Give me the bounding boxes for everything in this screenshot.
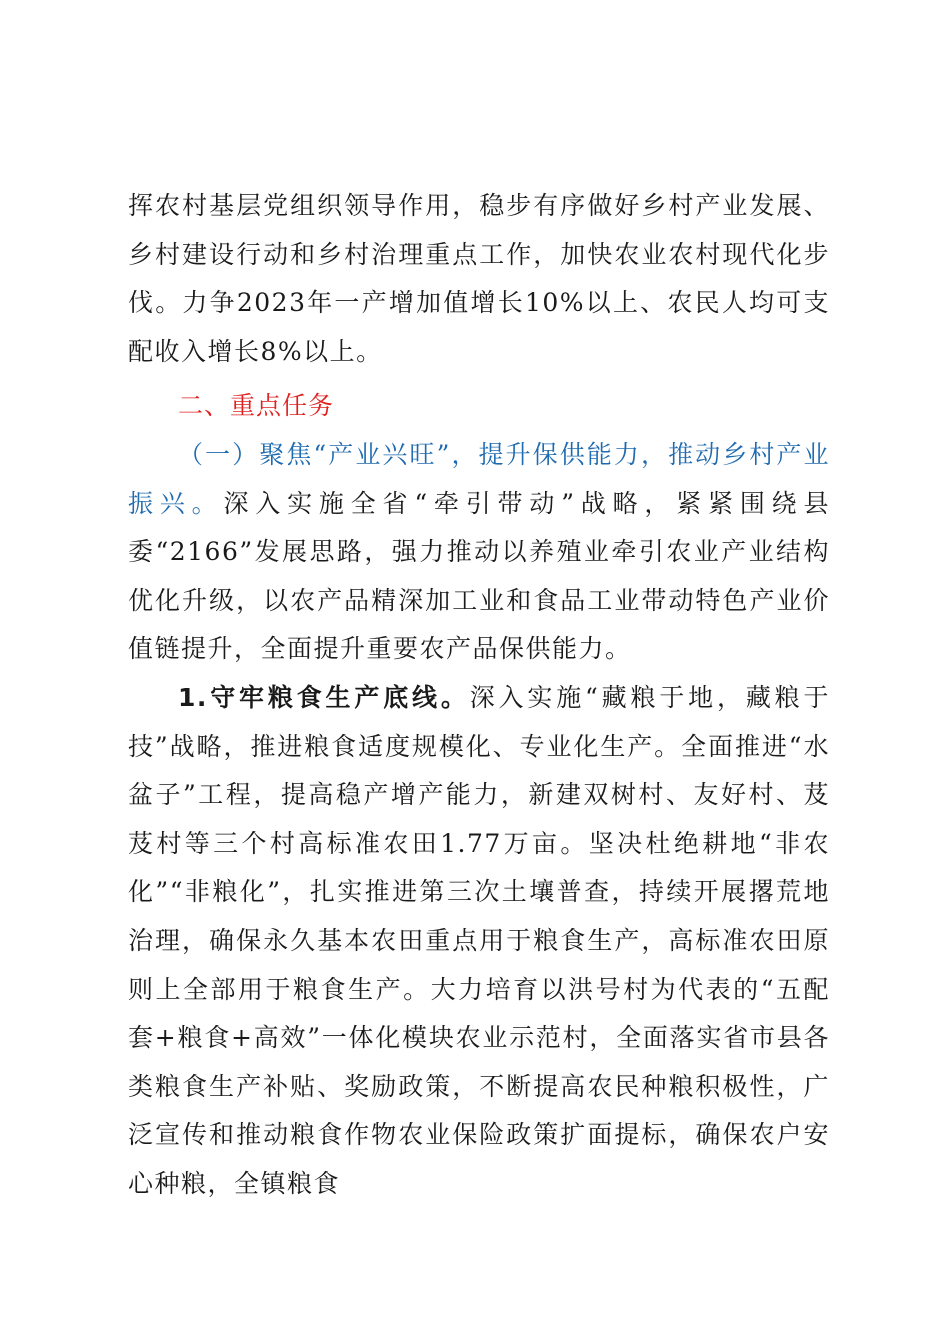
paragraph-continuation: 挥农村基层党组织领导作用，稳步有序做好乡村产业发展、乡村建设行动和乡村治理重点工作，加快农业农村现代化步伐。力争2023年一产增加值增长10%以上、农民人均可支配收入增长8%以上。: [128, 191, 830, 366]
paragraph-grain: [128, 674, 830, 1209]
paragraph-grain-body: 深入实施“藏粮于地，藏粮于技”战略，推进粮食适度规模化、专业化生产。全面推进“水盆子”工程，提高稳产增产能力，新建双树村、友好村、芨芨村等三个村高标准农田1.77万亩。坚决杜绝耕地“非农化”“非粮化”，扎实推进第三次土壤普查，持续开展撂荒地治理，确保永久基本农田重点用于粮食生产，高标准农田原则上全部用于粮食生产。大力培育以洪号村为代表的“五配套+粮食+高效”一体化模块农业示范村，全面落实省市县各类粮食生产补贴、奖励政策，不断提高农民种粮积极性，广泛宣传和推动粮食作物农业保险政策扩面提标，确保农户安心种粮，全镇粮食: [128, 682, 830, 1198]
paragraph-industry-body: 深入实施全省“牵引带动”战略，紧紧围绕县委“2166”发展思路，强力推动以养殖业牵引农业产业结构优化升级，以农产品精深加工业和食品工业带动特色产业价值链提升，全面提升重要农产品保供能力。: [128, 488, 830, 664]
sub-heading: （一）聚焦“产业兴旺”，提升保供能力，推动乡村产业振兴。: [128, 439, 830, 518]
document-body: [128, 182, 830, 1208]
item-heading: 1.守牢粮食生产底线。: [178, 682, 470, 712]
paragraph-industry: [128, 431, 830, 674]
section-heading: 二、重点任务: [178, 391, 335, 421]
